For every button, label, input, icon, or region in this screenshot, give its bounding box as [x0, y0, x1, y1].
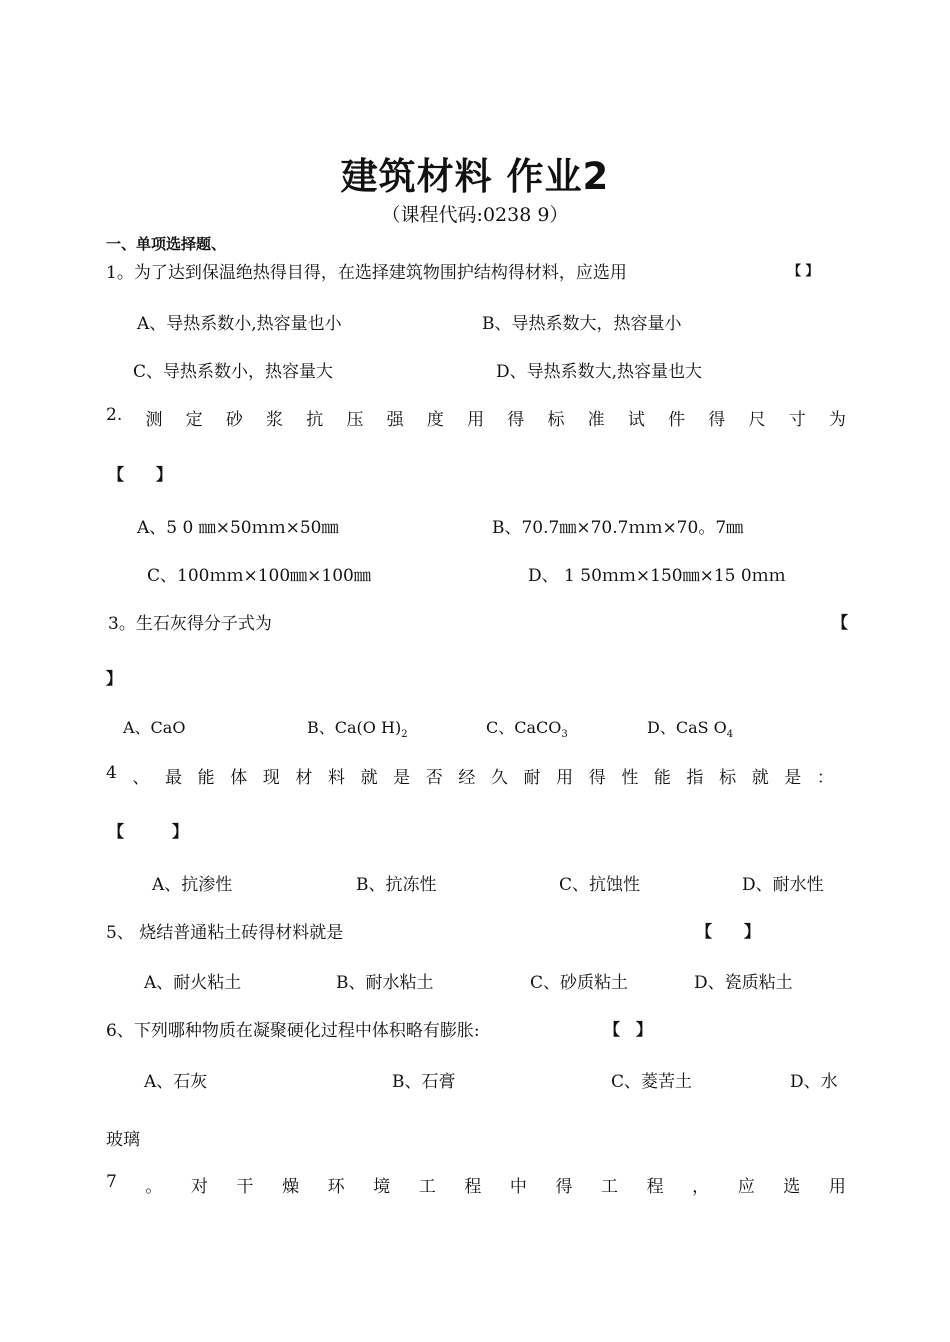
- q4-option-a: A、抗渗性: [152, 875, 233, 895]
- q4-char: 就: [360, 768, 378, 788]
- question-3: 3。生石灰得分子式为: [108, 614, 272, 634]
- q4-char: 现: [262, 768, 280, 788]
- q4-char: 4: [106, 763, 117, 783]
- q2-char: 测: [145, 410, 163, 430]
- q3-option-b-text: B、Ca(O H): [307, 718, 402, 737]
- q3-option-b: [307, 715, 408, 740]
- q2-option-c: C、100ｍｍ×100㎜×100㎜: [147, 566, 371, 586]
- q4-char: 就: [751, 768, 769, 788]
- q3-option-b-subscript: 2: [401, 729, 408, 741]
- section-heading: 一、单项选择题、: [106, 235, 227, 253]
- q7-char: ，: [692, 1177, 710, 1197]
- q2-char: 得: [507, 410, 525, 430]
- q7-char: 燥: [282, 1177, 300, 1197]
- q4-char: 得: [588, 768, 606, 788]
- question-3-bracket-open: 【: [832, 613, 849, 632]
- q1-option-c: C、导热系数小，热容量大: [133, 362, 334, 382]
- q3-option-d: [647, 715, 733, 740]
- q4-char: 经: [458, 768, 476, 788]
- q3-option-a: A、CaO: [123, 718, 186, 737]
- question-6-bracket: 【 】: [604, 1020, 653, 1039]
- q4-option-b: B、抗冻性: [356, 875, 437, 895]
- q6-option-b: B、石膏: [392, 1072, 456, 1092]
- q2-char: 强: [386, 410, 404, 430]
- q2-char: 抗: [306, 410, 324, 430]
- q7-char: 7: [106, 1172, 117, 1192]
- q7-char: 程: [646, 1177, 664, 1197]
- q4-char: 是: [393, 768, 411, 788]
- q3-option-d-subscript: 4: [726, 729, 734, 741]
- q2-char: 压: [346, 410, 364, 430]
- q4-char: 耐: [523, 768, 541, 788]
- q2-char: 度: [426, 410, 444, 430]
- q4-char: 材: [295, 768, 313, 788]
- q4-char: 能: [653, 768, 671, 788]
- q4-char: 用: [556, 768, 574, 788]
- q3-option-c-text: C、CaCO: [486, 718, 562, 737]
- question-1: 1。为了达到保温绝热得目得，在选择建筑物围护结构得材料，应选用: [106, 263, 627, 283]
- question-2: [106, 405, 846, 430]
- question-6: 6、下列哪种物质在凝聚硬化过程中体积略有膨胀:: [106, 1021, 480, 1041]
- q4-char: 指: [686, 768, 704, 788]
- q4-char: ：: [816, 768, 834, 788]
- q2-char: 浆: [266, 410, 284, 430]
- q2-char: 寸: [788, 410, 806, 430]
- q2-option-b: B、70.7㎜×70.7ｍｍ×70。7㎜: [492, 518, 744, 538]
- question-1-bracket: 【 】: [788, 264, 819, 279]
- q4-option-d: D、耐水性: [742, 875, 824, 895]
- q2-char: 件: [668, 410, 686, 430]
- q2-char: 试: [627, 410, 645, 430]
- q7-char: 。: [145, 1177, 163, 1197]
- q1-option-b: B、导热系数大，热容量小: [482, 314, 682, 334]
- q7-char: 应: [737, 1177, 755, 1197]
- q5-option-c: C、砂质粘土: [530, 973, 629, 993]
- q4-option-c: C、抗蚀性: [559, 875, 641, 895]
- q7-char: 得: [555, 1177, 573, 1197]
- q1-option-d: D、导热系数大,热容量也大: [496, 362, 703, 382]
- q7-char: 选: [783, 1177, 801, 1197]
- q7-char: 用: [828, 1177, 846, 1197]
- course-code: （课程代码:0238 9）: [381, 204, 569, 226]
- q6-option-a: A、石灰: [144, 1072, 208, 1092]
- q2-char: 用: [467, 410, 485, 430]
- document-title: 建筑材料 作业2: [340, 155, 610, 198]
- q2-char: 尺: [748, 410, 766, 430]
- q4-char: 、: [132, 768, 150, 788]
- q4-char: 能: [197, 768, 215, 788]
- q3-option-c-subscript: 3: [561, 729, 568, 741]
- q4-char: 性: [621, 768, 639, 788]
- q6-option-c: C、菱苦土: [611, 1072, 693, 1092]
- q4-char: 否: [425, 768, 443, 788]
- q7-char: 干: [236, 1177, 254, 1197]
- q7-char: 工: [418, 1177, 436, 1197]
- q7-char: 程: [464, 1177, 482, 1197]
- q3-option-c: [486, 715, 568, 740]
- question-5-bracket: 【 】: [696, 922, 761, 941]
- q2-option-a: A、5 0 ㎜×50ｍｍ×50㎜: [137, 518, 339, 538]
- q2-char: 2.: [106, 405, 123, 425]
- q4-char: 体: [230, 768, 248, 788]
- question-3-bracket-close: 】: [106, 669, 123, 688]
- q2-char: 标: [547, 410, 565, 430]
- q7-char: 中: [509, 1177, 527, 1197]
- question-4-bracket: 【 】: [108, 822, 189, 841]
- q2-char: 砂: [225, 410, 243, 430]
- q4-char: 料: [327, 768, 345, 788]
- q7-char: 环: [327, 1177, 345, 1197]
- question-5: 5、 烧结普通粘土砖得材料就是: [106, 923, 344, 943]
- q2-char: 定: [185, 410, 203, 430]
- q6-option-d: D、水: [790, 1072, 838, 1092]
- q2-option-d: D、 1 50ｍｍ×150㎜×15 0ｍｍ: [528, 566, 786, 586]
- q5-option-d: D、瓷质粘土: [694, 973, 793, 993]
- q4-char: 久: [490, 768, 508, 788]
- q5-option-a: A、耐火粘土: [144, 973, 242, 993]
- q1-option-a: A、导热系数小,热容量也小: [137, 314, 342, 334]
- q2-char: 为: [828, 410, 846, 430]
- q2-char: 得: [708, 410, 726, 430]
- q4-char: 标: [719, 768, 737, 788]
- q2-char: 准: [587, 410, 605, 430]
- question-4: [106, 763, 834, 788]
- q3-option-d-text: D、CaS O: [647, 718, 727, 737]
- q7-char: 对: [190, 1177, 208, 1197]
- question-2-bracket: 【 】: [108, 465, 173, 484]
- q4-char: 是: [784, 768, 802, 788]
- q7-char: 境: [373, 1177, 391, 1197]
- q4-char: 最: [165, 768, 183, 788]
- question-7: [106, 1172, 846, 1197]
- q5-option-b: B、耐水粘土: [336, 973, 434, 993]
- q6-option-d-continued: 玻璃: [106, 1130, 140, 1150]
- q7-char: 工: [601, 1177, 619, 1197]
